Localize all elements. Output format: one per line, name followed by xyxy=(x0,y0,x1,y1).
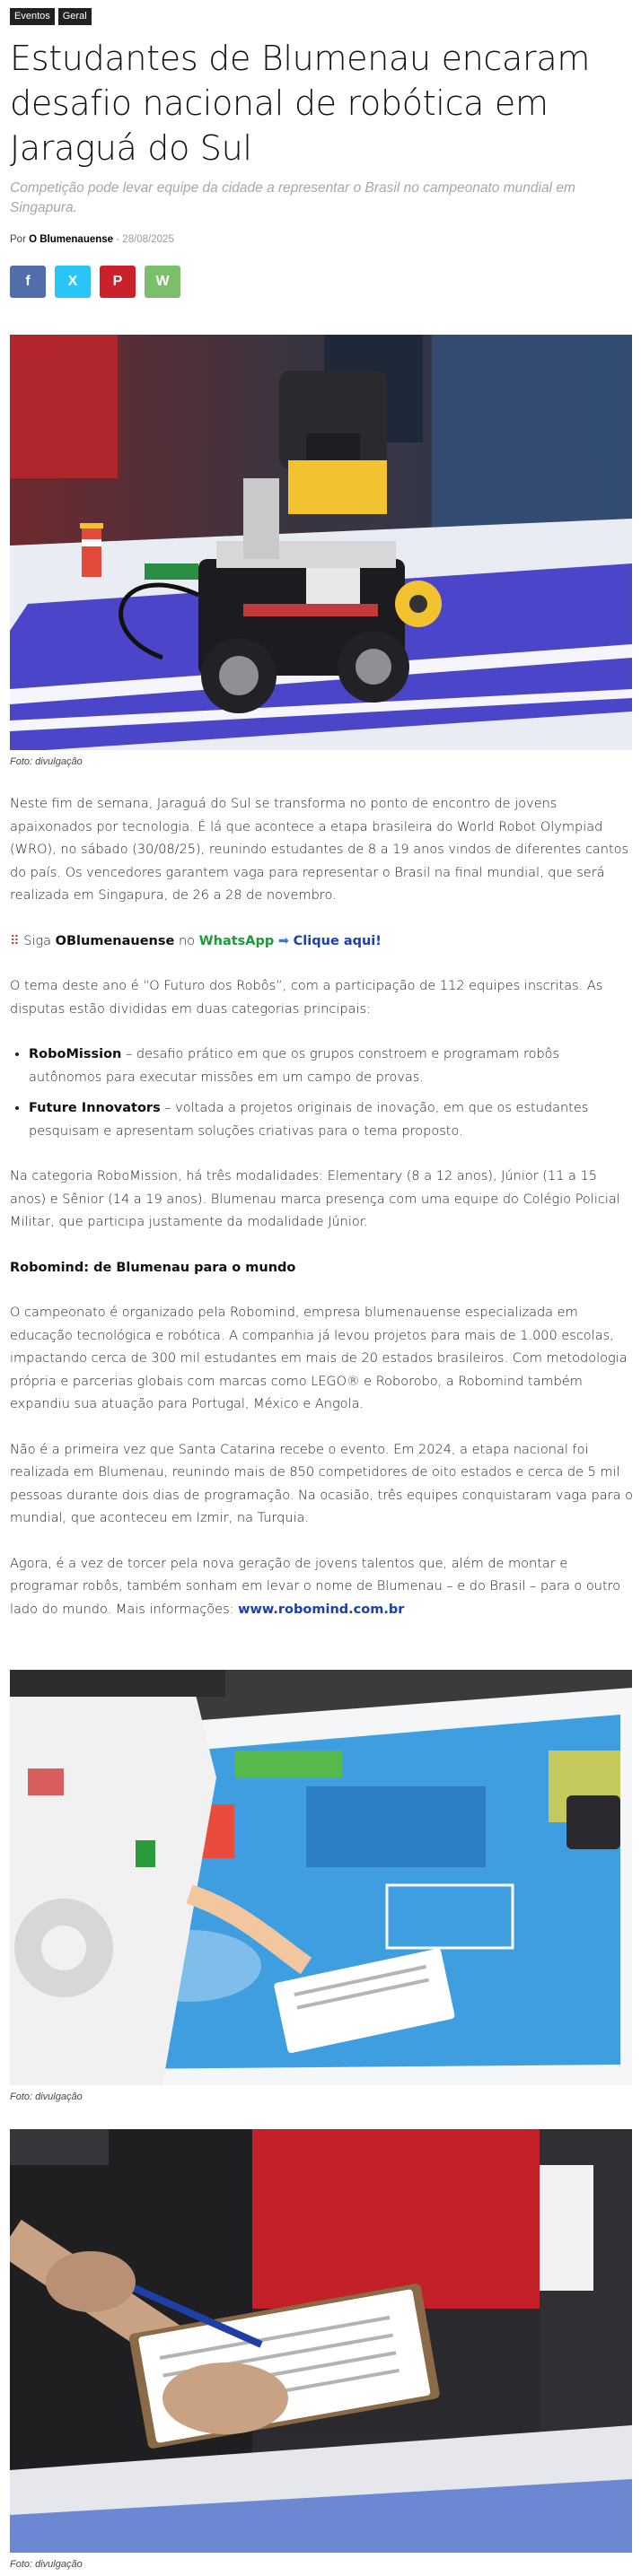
byline-prefix: Por xyxy=(10,234,26,245)
list-item xyxy=(29,1097,633,1143)
list-item-text: – desafio prático em que os grupos constroem e programam robôs autônomos para executar missões em um campo de provas. xyxy=(29,1047,560,1085)
follow-on: no xyxy=(178,933,196,948)
student-table-photo xyxy=(10,1670,632,2085)
page-title: Estudantes de Blumenau encaram desafio nacional de robótica em Jaraguá do Sul xyxy=(10,39,591,168)
robot-photo-image xyxy=(10,335,632,750)
article-subtitle: Competição pode levar equipe da cidade a representar o Brasil no campeonato mundial em Singapura. xyxy=(10,180,575,215)
facebook-share-button[interactable] xyxy=(10,266,46,298)
paragraph-robomind: O campeonato é organizado pela Robomind, empresa blumenauense especializada em educação tecnológica e robótica. A companhia já levou projetos para mais de 1.000 escolas, impactando cerca de 300 mil estudantes em mais de 20 estados brasileiros. Com metodologia própria e parcerias globais com marcas como LEGO® e Roborobo, a Robomind também expandiu sua atuação para Portugal, México e Angola. xyxy=(10,1305,628,1411)
list-item xyxy=(29,1043,633,1089)
section-subheading: Robomind: de Blumenau para o mundo xyxy=(10,1260,296,1275)
follow-whatsapp-label: WhatsApp xyxy=(198,933,275,948)
whatsapp-follow-link[interactable]: Clique aqui! xyxy=(293,933,382,948)
facebook-icon: f xyxy=(25,274,31,289)
category-tags xyxy=(10,8,92,25)
byline: Por O Blumenauense - 28/08/2025 xyxy=(10,234,174,245)
whatsapp-icon: W xyxy=(155,274,170,289)
list-item-title: Future Innovators xyxy=(29,1101,161,1115)
paragraph-intro: Neste fim de semana, Jaraguá do Sul se transforma no ponto de encontro de jovens apaixonados por tecnologia. É lá que acontece a etapa brasileira do World Robot Olympiad (WRO), no sábado (30/08/25), reunindo estudantes de 8 a 19 anos vindos de diferentes cantos do país. Os vencedores garantem vaga para representar o Brasil na final mundial, que será realizada em Singapura, de 26 a 28 de novembro. xyxy=(10,797,629,903)
paragraph-theme: O tema deste ano é “O Futuro dos Robôs”, com a participação de 112 equipes inscritas. As disputas estão divididas em duas categorias principais: xyxy=(10,979,603,1017)
pinterest-share-button[interactable] xyxy=(100,266,136,298)
share-buttons xyxy=(10,266,180,298)
judge-clipboard-photo xyxy=(10,2129,632,2553)
article-body xyxy=(10,793,633,1644)
robot-photo xyxy=(10,335,632,750)
paragraph-closing: Agora, é a vez de torcer pela nova geração de jovens talentos que, além de montar e programar robôs, também sonham em levar o nome de Blumenau – e do Brasil – para o outro lado do mundo. Mais informações: www.robomind.com.br xyxy=(10,1556,621,1617)
author-link[interactable]: O Blumenauense xyxy=(29,234,114,245)
follow-prefix: Siga xyxy=(23,933,52,948)
pinterest-icon: P xyxy=(112,274,123,289)
follow-brand: OBlumenauense xyxy=(55,933,175,948)
tag-geral[interactable]: Geral xyxy=(58,8,92,25)
list-item-title: RoboMission xyxy=(29,1047,122,1061)
publish-date: 28/08/2025 xyxy=(122,234,174,245)
list-item-text: – voltada a projetos originais de inovação, em que os estudantes pesquisam e apresentam soluções criativas para o tema proposto. xyxy=(29,1101,589,1139)
photo-caption-2: Foto: divulgação xyxy=(10,2091,83,2102)
arrow-right-icon: ➡ xyxy=(277,933,290,948)
follow-emoji: ⠿ xyxy=(10,933,20,948)
whatsapp-follow-line xyxy=(10,930,633,954)
paragraph-history: Não é a primeira vez que Santa Catarina recebe o evento. Em 2024, a etapa nacional foi realizada em Blumenau, reunindo mais de 850 competidores de oito estados e cerca de 5 mil pessoas durante dois dias de programação. Na ocasião, três equipes conquistaram vaga para o mundial, que aconteceu em Izmir, na Turquia. xyxy=(10,1442,633,1525)
twitter-share-button[interactable] xyxy=(55,266,91,298)
category-list xyxy=(10,1043,633,1143)
photo-caption-1: Foto: divulgação xyxy=(10,756,83,767)
tag-eventos[interactable]: Eventos xyxy=(10,8,55,25)
x-icon: X xyxy=(67,274,78,289)
student-table-photo-image xyxy=(10,1670,632,2085)
paragraph-modalities: Na categoria RoboMission, há três modalidades: Elementary (8 a 12 anos), Júnior (11 a 15 anos) e Sênior (14 a 19 anos). Blumenau marca presença com uma equipe do Colégio Policial Militar, que participa justamente da modalidade Júnior. xyxy=(10,1169,620,1229)
whatsapp-share-button[interactable] xyxy=(145,266,180,298)
judge-clipboard-photo-image xyxy=(10,2129,632,2553)
photo-caption-3: Foto: divulgação xyxy=(10,2559,83,2570)
robomind-website-link[interactable]: www.robomind.com.br xyxy=(238,1602,405,1617)
